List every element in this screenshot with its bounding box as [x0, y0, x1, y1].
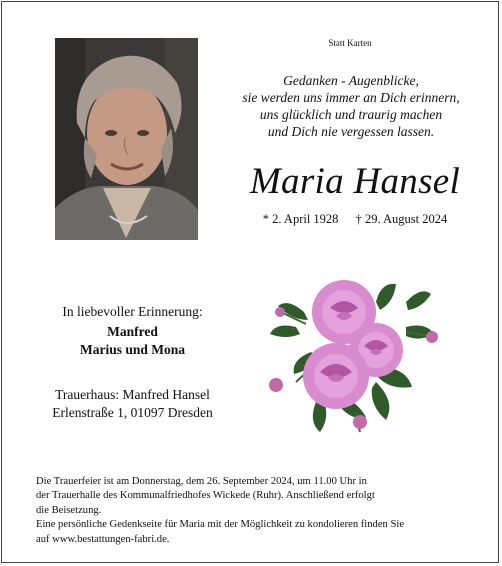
roses-illustration: [256, 272, 446, 444]
poem-line: uns glücklich und traurig machen: [259, 107, 443, 122]
header-note: Statt Karten: [328, 38, 372, 48]
deceased-name: Maria Hansel: [249, 161, 461, 202]
portrait-photo: [55, 38, 198, 240]
house-line: Erlenstraße 1, 01097 Dresden: [52, 405, 213, 420]
birth-date: * 2. April 1928: [262, 212, 339, 226]
mourners: [20, 323, 245, 359]
footer-line: auf www.bestattungen-fabri.de.: [36, 533, 170, 545]
house-line: Trauerhaus: Manfred Hansel: [55, 387, 210, 402]
poem-line: und Dich nie vergessen lassen.: [267, 124, 435, 139]
memory-heading: In liebevoller Erinnerung:: [62, 304, 203, 319]
footer-line: Die Trauerfeier ist am Donnerstag, dem 26. September 2024, um 11.00 Uhr in: [36, 476, 367, 487]
mourning-house: [20, 386, 245, 422]
mourner-name: Marius und Mona: [79, 342, 186, 357]
footer-line: der Trauerhalle des Kommunalfriedhofes Wickede (Ruhr). Anschließend erfolgt: [36, 490, 375, 502]
poem: [218, 72, 484, 140]
mourner-name: Manfred: [107, 324, 158, 339]
poem-line: sie werden uns immer an Dich erinnern,: [242, 90, 460, 105]
life-dates: [245, 212, 465, 227]
poem-line: Gedanken - Augenblicke,: [283, 73, 419, 88]
footer-line: Eine persönliche Gedenkseite für Maria mit der Möglichkeit zu kondolieren finden Sie: [36, 519, 405, 531]
service-information: [36, 475, 468, 547]
death-date: † 29. August 2024: [355, 212, 448, 226]
footer-line: die Beisetzung.: [36, 504, 102, 516]
